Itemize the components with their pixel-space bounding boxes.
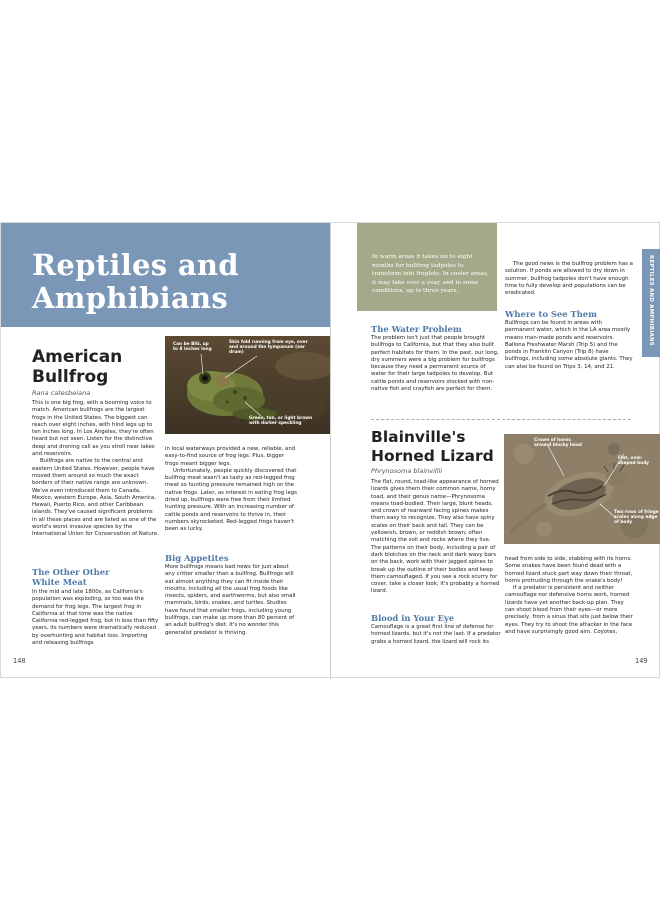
big-appetites-text [165,564,298,637]
paragraph: head from side to side, stabbing with its horns. Some snakes have been found dead with a horned lizard stuck part way down their throat, horns protruding through the snake's body! [505,556,633,584]
subhead-line2: White Meat [32,577,87,587]
horned-lizard-defense-text [505,556,633,636]
paragraph: Camouflage is a great first line of defense for horned lizards, but it's not the last. If a predator grabs a horned lizard, the lizard will rock its [371,624,501,645]
caption-crown: Crown of horns around blocky head [534,438,582,449]
right-page [331,223,660,679]
paragraph: Unfortunately, people quickly discovered that bullfrog meat wasn't as tasty as red-legged frog meat so hunting pressure remained high on the native frogs. Later, as interest in eating frog legs dried up, bullfrogs were free from their limited hunting pressure. With an increasing number of cattle ponds and reservoirs to thrive in, their numbers skyrocketed. Red-legged frogs haven't been as lucky. [165,467,297,533]
caption-rows: Two rows of fringe scales along edge of body [614,510,659,526]
page-number-left: 148 [13,657,26,665]
book-spread [0,222,660,678]
paragraph: If a predator is persistent and neither camouflage nor defensive horns work, horned lizards have yet another back-up plan. They can shoot blood from their eyes—or more precisely, from a sinus that sits just below their eyes. They try to shoot the attacker in the face and have surprisingly good aim. Coyotes, [505,585,633,635]
paragraph: Bullfrogs can be found in areas with permanent water, which in the LA area mostly means man-made ponds and reservoirs. Ballona Freshwater Marsh (Trip 5) and the ponds in Franklin Canyon (Trip 8) have bullfrogs, including some absolute giants. They can also be found on Trips 3, 14, and 21. [505,320,633,370]
water-problem-text [371,335,501,393]
paragraph: More bullfrogs means bad news for just about any critter smaller than a bullfrog. Bullfrogs will eat almost anything they can fit inside their mouths, including all the usual frog foods like insects, spiders, and earthworms, but also small mammals, birds, snakes, and turtles. Studies have found that smaller frogs, including young bullfrogs, can make up more than 80 percent of an adult bullfrog's diet. It's no wonder this generalist predator is thriving. [165,564,296,636]
chapter-side-tab [642,249,660,357]
species-title-line1: American [32,347,123,367]
paragraph: In the mid and late 1800s, as California's population was exploding, so too was the demand for frog legs. The largest frog in California at that time was the native California red-legged frog, but in less than fifty years, its numbers were dramatically reduced by overhunting and habitat loss. Importing and releasing bullfrogs [32,589,159,647]
chapter-banner [1,223,331,327]
bullfrog-intro-text [32,400,159,539]
species2-title-line2: Horned Lizard [371,446,494,465]
caption-size: Can be BIG, up to 8 inches long [173,342,212,353]
callout-text: In warm areas it takes six to eight months for bullfrog tadpoles to transform into froglets. In cooler areas, it may take over a year, and in some conditions, up to three years. [372,254,489,295]
subhead-other-white-meat [32,567,109,587]
side-tab-label: REPTILES AND AMPHIBIANS [648,255,654,346]
paragraph: This is one big frog, with a booming voice to match. American bullfrogs are the largest frogs in the United States. The biggest can reach over eight inches, with hind legs up to ten inches long. In Los Angeles, they're often heard but not seen. Listen for the distinctive deep and droning call as you stroll near lakes and reservoirs. [32,400,155,458]
good-news-text [505,261,633,297]
horned-lizard-illustration [504,434,660,544]
fact-callout [357,223,497,311]
species-title-line2: Bullfrog [32,367,109,387]
chapter-title-line2: Amphibians [32,281,229,315]
paragraph: The problem isn't just that people brought bullfrogs to California, but that they also built perfect habitats for them. In the past, our long, dry summers were a big problem for bullfrogs because they need a permanent source of water for their large tadpoles to develop. But cattle ponds and reservoirs stocked with non-native fish and crayfish are perfect for them. [371,335,499,393]
bullfrog-photo [165,336,331,434]
page-number-right: 149 [635,657,648,665]
caption-color: Green, tan, or light brown with darker speckling [249,416,313,427]
caption-skin-fold: Skin fold running from eye, over and around the tympanum (ear drum) [229,340,308,356]
species-title [32,347,122,387]
subhead-water-problem: The Water Problem [371,324,462,334]
paragraph: The flat, round, toad-like appearance of horned lizards gives them their common name, horny toad, and their genus name—Phrynosoma means toad-bodied. Their large, blunt heads, and crown of rearward facing spines makes them easy to recognize. They also have spiny scales on their back and tail. They can be yellowish, brown, or reddish brown, often matching the soil and rocks where they live. The patterns on their body, including a pair of dark blotches on the neck and dark wavy bars on the back, work with their jagged spines to break up the outline of their bodies and keep them camouflaged. If you see a rock scurry for cover, take a closer look; it's probably a horned lizard. [371,479,500,595]
species2-title-line1: Blainville's [371,428,466,446]
paragraph: in local waterways provided a new, reliable, and easy-to-find source of frog legs. Plus, bigger frogs meant bigger legs. [165,446,296,467]
scientific-name-2: Phrynosoma blainvillii [371,467,443,475]
blood-in-eye-text [371,624,501,646]
subhead-line1: The Other Other [32,567,110,577]
left-page [1,223,331,679]
frog-legs-text [32,589,159,647]
horned-lizard-photo [504,434,660,544]
where-to-see-text [505,320,633,371]
species2-title [371,428,494,465]
horned-lizard-text [371,479,501,596]
paragraph: The good news is the bullfrog problem has a solution. If ponds are allowed to dry down in summer, bullfrog tadpoles don't have enough time to fully develop and populations can be eradicated. [505,261,633,297]
caption-body: Flat, oval-shaped body [618,456,649,467]
frog-legs-continued-text [165,446,298,534]
section-divider [371,419,631,420]
chapter-title-line1: Reptiles and [32,248,239,282]
subhead-big-appetites: Big Appetites [165,553,229,563]
scientific-name: Rana catesbeiana [32,389,91,397]
paragraph: Bullfrogs are native to the central and eastern United States. However, people have moved them around so much the exact borders of their native range are unknown. We've even introduced them to Canada, Mexico, western Europe, Asia, South America, Hawaii, Puerto Rico, and other Caribbean islands. They've caused significant problems in all these places and are listed as one of the world's worst invasive species by the International Union for Conservation of Nature. [32,458,159,538]
subhead-blood-in-eye: Blood in Your Eye [371,613,455,623]
chapter-title [32,249,239,315]
subhead-where-to-see: Where to See Them [505,309,597,319]
